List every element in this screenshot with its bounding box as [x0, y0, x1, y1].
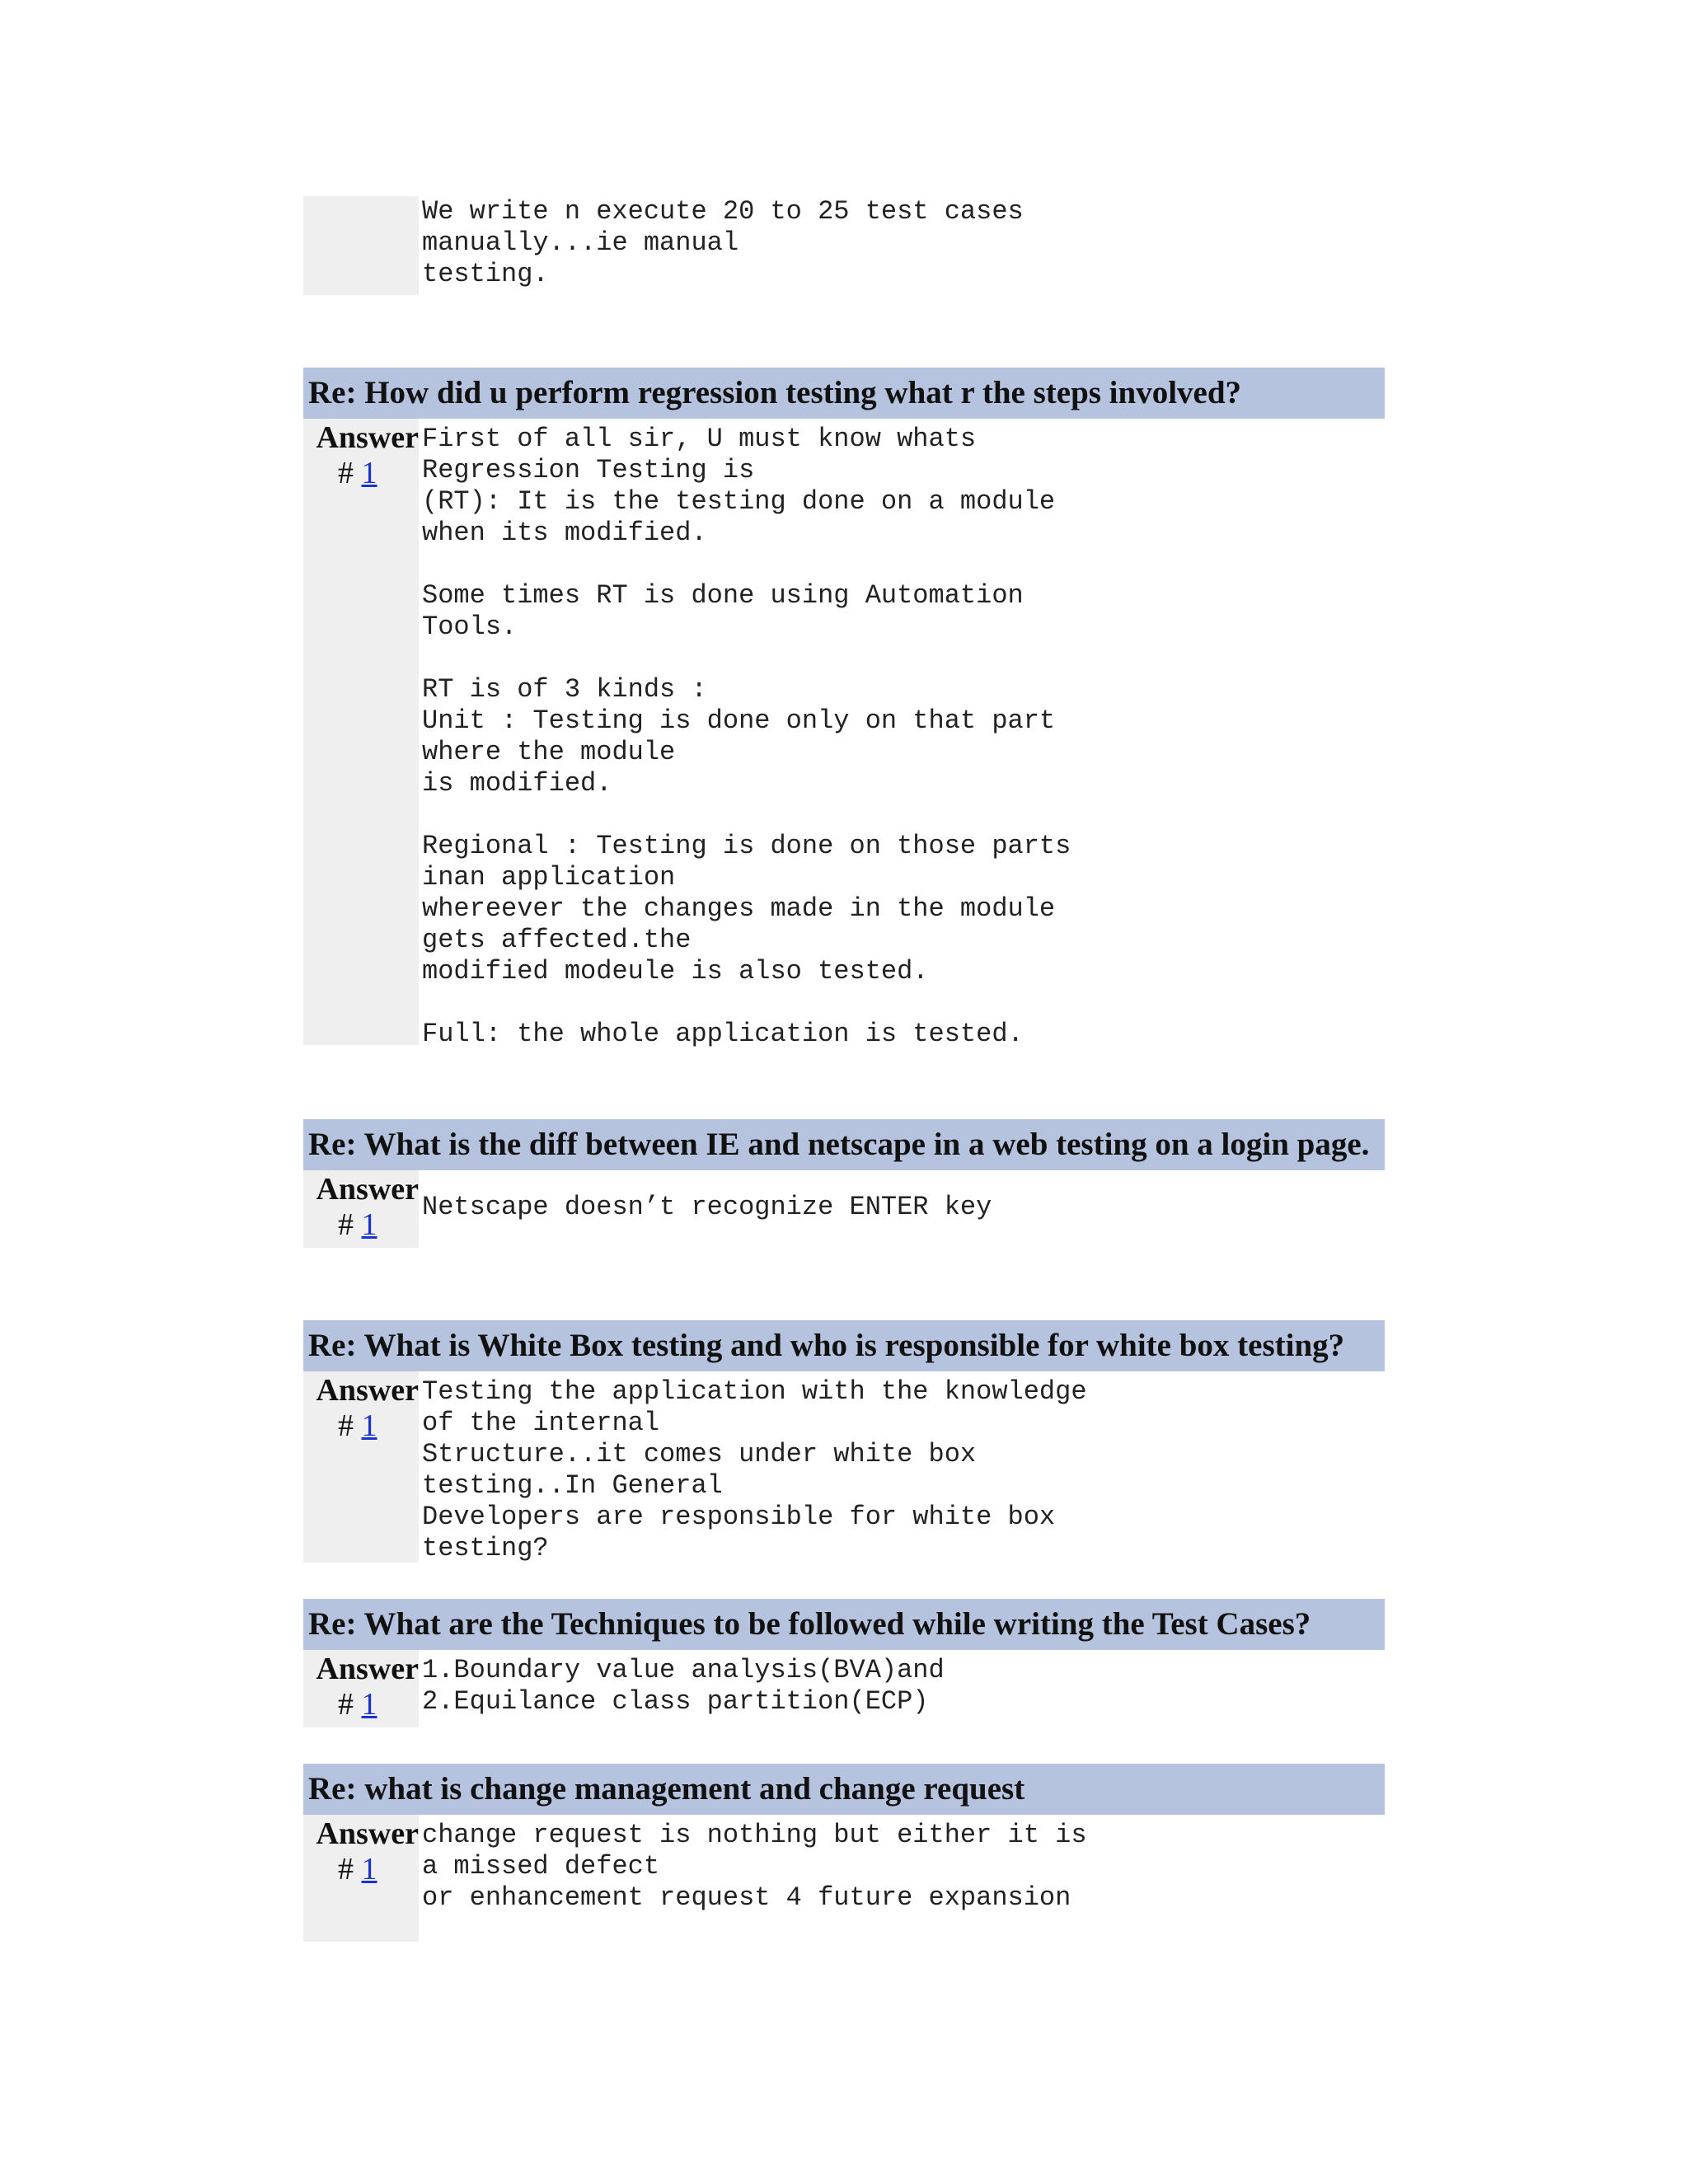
answer-text: Testing the application with the knowledge of the internal Structure..it comes under white box testing..In General Developers are responsible for white box testing?	[422, 1376, 1087, 1563]
answer-number	[303, 455, 419, 491]
qa-block-change-management	[303, 1764, 1385, 1942]
answer-number	[303, 1851, 419, 1887]
answer-hash: #	[338, 1852, 354, 1886]
qa-block-ie-netscape	[303, 1119, 1385, 1248]
answer-row	[303, 1371, 1385, 1564]
answer-number-link[interactable]: 1	[361, 1852, 377, 1886]
answer-label-cell	[303, 1650, 419, 1727]
answer-text: 1.Boundary value analysis(BVA)and 2.Equilance class partition(ECP)	[422, 1655, 945, 1717]
answer-label-cell	[303, 419, 419, 1045]
answer-label-cell	[303, 1815, 419, 1942]
intro-answer-block	[303, 196, 1385, 295]
answer-text: Netscape doesn’t recognize ENTER key	[422, 1192, 992, 1222]
qa-block-regression	[303, 368, 1385, 1050]
answer-text: First of all sir, U must know whats Regression Testing is (RT): It is the testing done on a module when its modified. Some times RT is done using Automation Tools. RT is of 3 kinds : Unit : Testing is done only on that part where the module is modified. Regional : Testing is done on those parts inan application whereever the changes made in the module gets affected.the modified modeule is also tested. Full: the whole application is tested.	[422, 424, 1071, 1049]
question-heading: Re: What is White Box testing and who is responsible for white box testing?	[303, 1320, 1385, 1371]
answer-label: Answer	[316, 420, 419, 455]
answer-row	[303, 419, 1385, 1050]
answer-hash: #	[338, 1207, 354, 1242]
answer-row	[303, 1815, 1385, 1942]
qa-block-white-box	[303, 1320, 1385, 1564]
answer-number-link[interactable]: 1	[361, 1687, 377, 1722]
question-heading: Re: What is the diff between IE and netscape in a web testing on a login page.	[303, 1119, 1385, 1170]
question-heading: Re: what is change management and change request	[303, 1764, 1385, 1815]
answer-text: We write n execute 20 to 25 test cases manually...ie manual testing.	[422, 196, 1024, 289]
question-heading: Re: What are the Techniques to be followed while writing the Test Cases?	[303, 1599, 1385, 1650]
answer-hash: #	[338, 1687, 354, 1722]
answer-row	[303, 196, 1385, 295]
answer-label: Answer	[316, 1652, 419, 1686]
answer-hash: #	[338, 456, 354, 490]
qa-block-techniques	[303, 1599, 1385, 1727]
answer-row	[303, 1170, 1385, 1248]
answer-label-cell	[303, 196, 419, 295]
answer-number-link[interactable]: 1	[361, 456, 377, 490]
answer-label: Answer	[316, 1172, 419, 1207]
answer-text: change request is nothing but either it is a missed defect or enhancement request 4 future expansion	[422, 1820, 1087, 1913]
answer-hash: #	[338, 1408, 354, 1443]
answer-number	[303, 1408, 419, 1444]
answer-label-cell	[303, 1170, 419, 1248]
answer-number-link[interactable]: 1	[361, 1408, 377, 1443]
question-heading: Re: How did u perform regression testing what r the steps involved?	[303, 368, 1385, 419]
answer-label: Answer	[316, 1373, 419, 1408]
answer-number-link[interactable]: 1	[361, 1207, 377, 1242]
answer-label: Answer	[316, 1816, 419, 1851]
answer-number	[303, 1686, 419, 1722]
answer-label-cell	[303, 1371, 419, 1563]
answer-number	[303, 1207, 419, 1243]
answer-row	[303, 1650, 1385, 1727]
